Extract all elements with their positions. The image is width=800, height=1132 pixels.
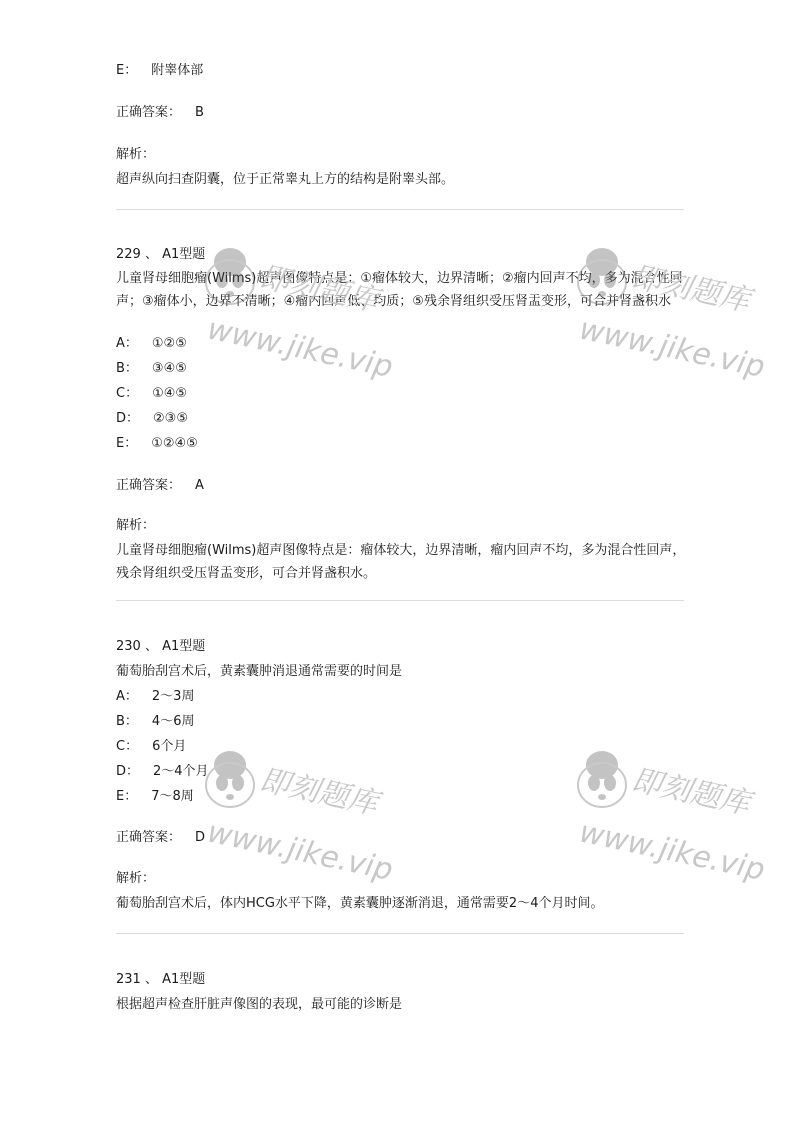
option-c: C： ①④⑤ <box>116 386 188 401</box>
analysis-text: 儿童肾母细胞瘤(Wilms)超声图像特点是：瘤体较大，边界清晰，瘤内回声不均，多为混合性回声，残余肾组织受压肾盂变形，可合并肾盏积水。 <box>116 543 686 581</box>
analysis-label: 解析： <box>116 518 156 533</box>
panda-icon <box>578 751 626 807</box>
svg-text:www.jike.vip: www.jike.vip <box>576 311 768 385</box>
watermark-logo <box>200 735 420 888</box>
panda-icon <box>206 751 254 807</box>
option-a: A： ①②⑤ <box>116 336 187 351</box>
divider <box>116 209 684 210</box>
svg-text:即刻题库: 即刻题库 <box>256 762 381 822</box>
question-header: 230 、 A1型题 <box>116 639 206 654</box>
question-header: 231 、 A1型题 <box>116 972 206 987</box>
correct-answer: 正确答案： A <box>116 478 204 493</box>
option-e: E： ①②④⑤ <box>116 436 198 451</box>
option-e: E： 附睾体部 <box>116 63 204 78</box>
svg-text:即刻题库: 即刻题库 <box>628 762 753 822</box>
analysis-text: 超声纵向扫查阴囊，位于正常睾丸上方的结构是附睾头部。 <box>116 172 455 187</box>
option-a: A： 2～3周 <box>116 689 195 704</box>
watermark-logo <box>572 735 768 888</box>
analysis-text: 葡萄胎刮宫术后，体内HCG水平下降，黄素囊肿逐渐消退，通常需要2～4个月时间。 <box>116 896 604 911</box>
option-b: B： ③④⑤ <box>116 361 187 376</box>
svg-text:www.jike.vip: www.jike.vip <box>204 311 396 385</box>
correct-answer: 正确答案： B <box>116 105 204 120</box>
divider <box>116 933 684 934</box>
correct-answer: 正确答案： D <box>116 830 206 845</box>
question-stem: 葡萄胎刮宫术后，黄素囊肿消退通常需要的时间是 <box>116 664 403 679</box>
svg-text:www.jike.vip: www.jike.vip <box>576 814 768 888</box>
question-header: 229 、 A1型题 <box>116 247 206 262</box>
divider <box>116 600 684 601</box>
svg-text:www.jike.vip: www.jike.vip <box>204 814 396 888</box>
option-e: E： 7～8周 <box>116 789 194 804</box>
question-stem: 儿童肾母细胞瘤(Wilms)超声图像特点是：①瘤体较大，边界清晰；②瘤内回声不均，多为混合性回声；③瘤体小，边界不清晰；④瘤内回声低、均质；⑤残余肾组织受压肾盂变形，可合并肾盏积水 <box>116 271 683 309</box>
option-d: D： 2～4个月 <box>116 764 209 779</box>
svg-text:即刻题库: 即刻题库 <box>256 259 381 319</box>
svg-text:即刻题库: 即刻题库 <box>628 259 753 319</box>
analysis-label: 解析： <box>116 147 156 162</box>
option-d: D： ②③⑤ <box>116 411 188 426</box>
question-stem: 根据超声检查肝脏声像图的表现，最可能的诊断是 <box>116 997 403 1012</box>
analysis-label: 解析： <box>116 871 156 886</box>
option-c: C： 6个月 <box>116 739 187 754</box>
option-b: B： 4～6周 <box>116 714 195 729</box>
